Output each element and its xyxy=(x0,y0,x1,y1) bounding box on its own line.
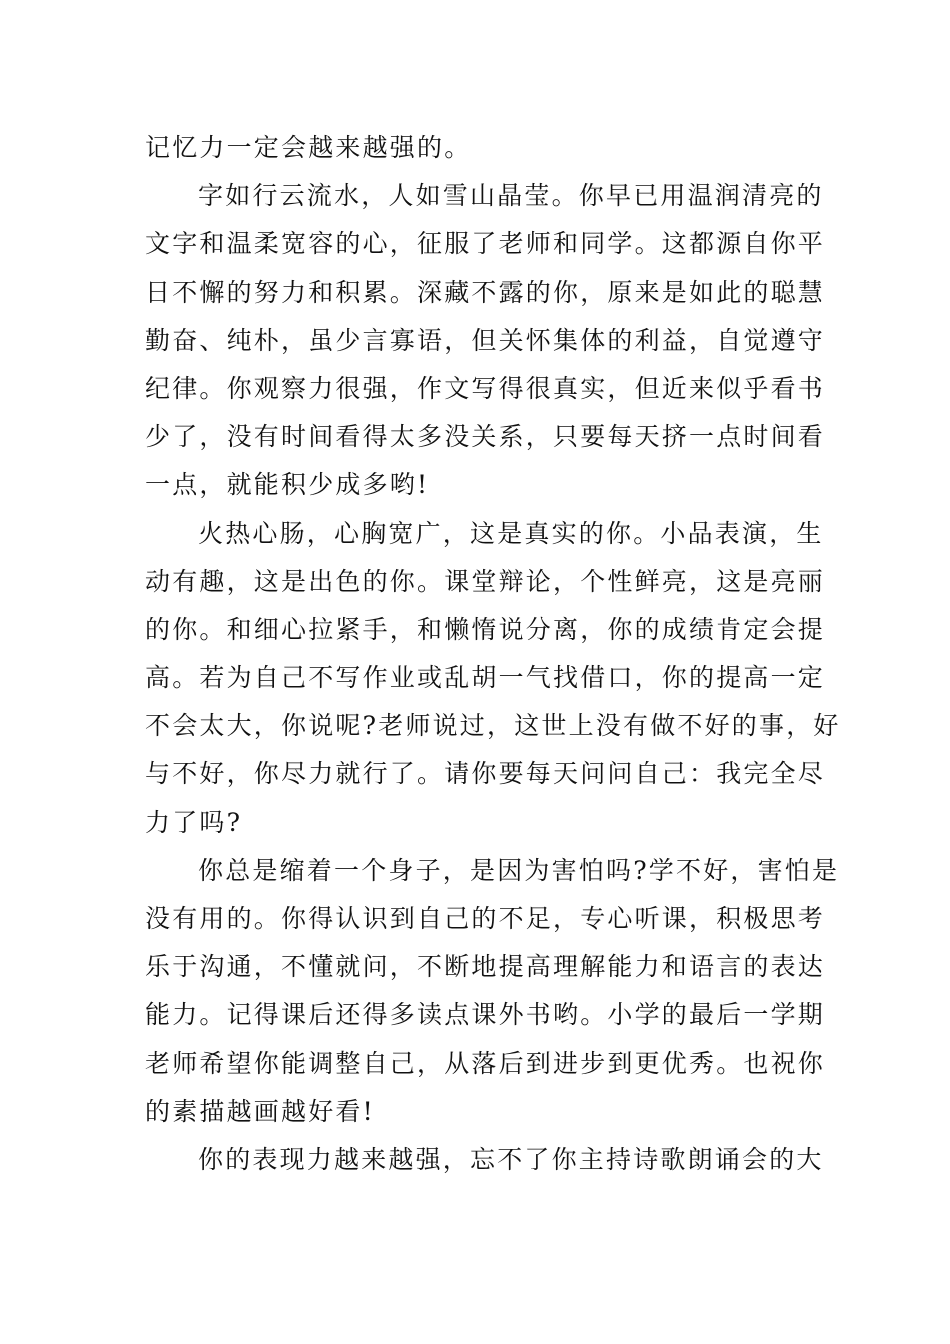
paragraph-3 xyxy=(145,510,841,847)
paragraph-2 xyxy=(145,172,826,509)
text-line: 火热心肠，心胸宽广，这是真实的你。小品表演，生 xyxy=(198,518,824,548)
text-line: 记忆力一定会越来越强的。 xyxy=(145,133,472,162)
text-line: 勤奋、纯朴，虽少言寡语，但关怀集体的利益，自觉遵守 xyxy=(145,325,826,355)
paragraph-4 xyxy=(145,847,840,1136)
text-line: 高。若为自己不写作业或乱胡一气找借口，你的提高一定 xyxy=(145,663,826,693)
text-line: 没有用的。你得认识到自己的不足，专心听课，积极思考 xyxy=(145,904,826,933)
text-line: 的素描越画越好看! xyxy=(145,1096,375,1126)
text-line: 的你。和细心拉紧手，和懒惰说分离，你的成绩肯定会提 xyxy=(145,614,826,644)
text-line: 不会太大，你说呢?老师说过，这世上没有做不好的事，好 xyxy=(145,711,841,741)
text-line: 与不好，你尽力就行了。请你要每天问问自己：我完全尽 xyxy=(145,759,826,789)
text-line: 动有趣，这是出色的你。课堂辩论，个性鲜亮，这是亮丽 xyxy=(145,566,826,596)
text-line: 乐于沟通，不懂就问，不断地提高理解能力和语言的表达 xyxy=(145,952,826,982)
text-line: 一点，就能积少成多哟! xyxy=(145,470,430,500)
text-line: 文字和温柔宽容的心，征服了老师和同学。这都源自你平 xyxy=(145,229,826,259)
text-line: 你总是缩着一个身子，是因为害怕吗?学不好，害怕是 xyxy=(198,855,840,885)
paragraph-1 xyxy=(145,124,807,172)
text-line: 日不懈的努力和积累。深藏不露的你，原来是如此的聪慧 xyxy=(145,277,826,307)
text-line: 力了吗? xyxy=(145,807,243,837)
text-line: 你的表现力越来越强，忘不了你主持诗歌朗诵会的大 xyxy=(198,1144,824,1174)
text-line: 能力。记得课后还得多读点课外书哟。小学的最后一学期 xyxy=(145,1000,826,1030)
text-line: 字如行云流水，人如雪山晶莹。你早已用温润清亮的 xyxy=(198,181,824,211)
text-line: 老师希望你能调整自己，从落后到进步到更优秀。也祝你 xyxy=(145,1048,826,1078)
text-line: 少了，没有时间看得太多没关系，只要每天挤一点时间看 xyxy=(145,422,826,452)
document-body xyxy=(145,124,841,1184)
text-line: 纪律。你观察力很强，作文写得很真实，但近来似乎看书 xyxy=(145,373,826,403)
paragraph-5 xyxy=(145,1136,824,1184)
